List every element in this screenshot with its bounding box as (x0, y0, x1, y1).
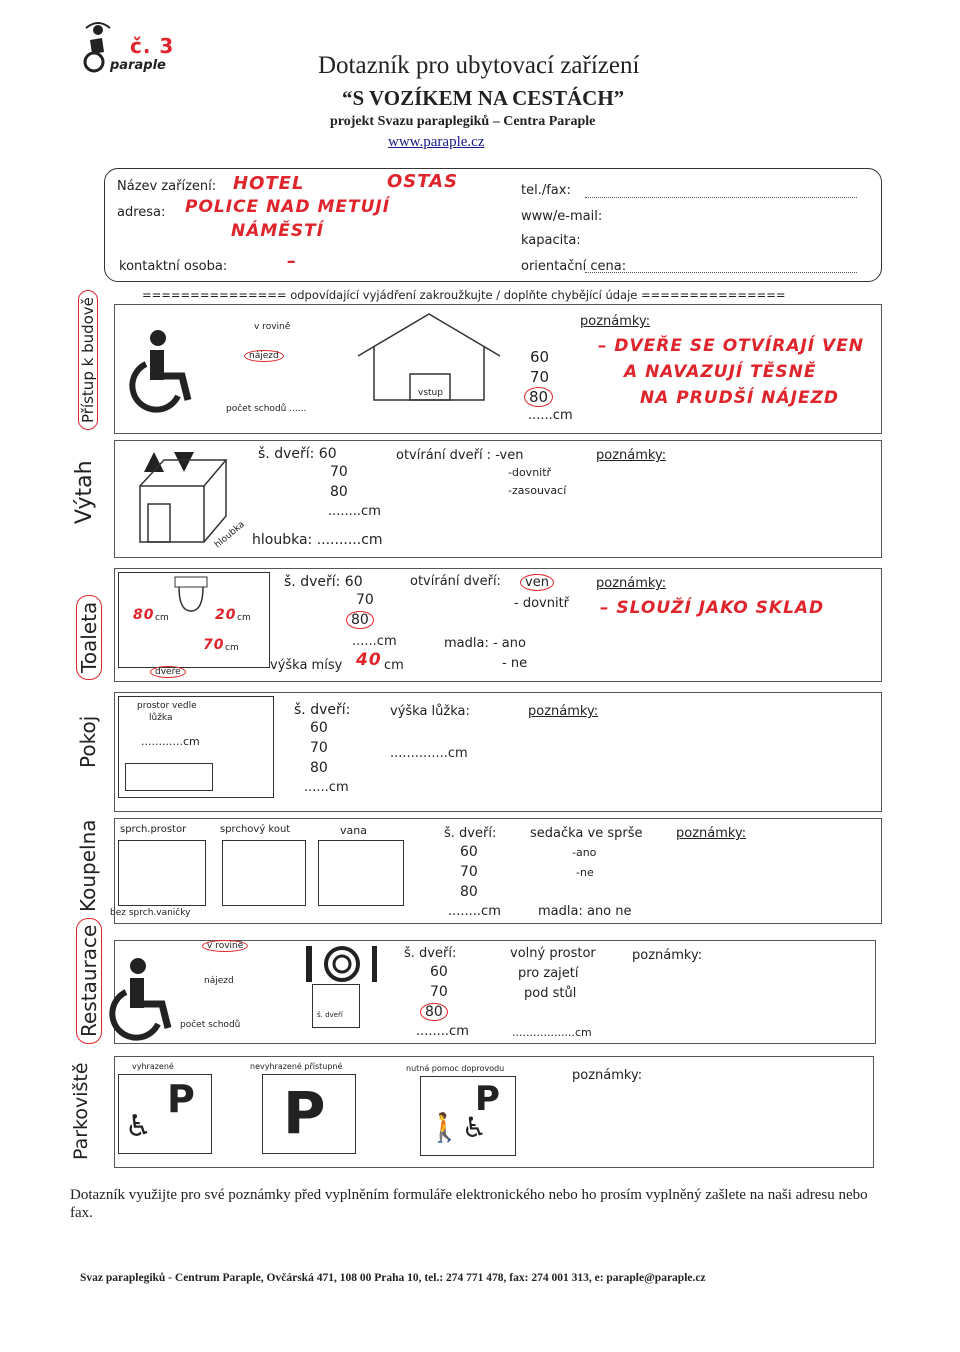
elevator-width-70: 70 (330, 464, 348, 480)
bathroom-grab-label: madla: ano ne (538, 904, 632, 919)
elevator-notes-label: poznámky: (596, 448, 667, 463)
toilet-grab-label: madla: - ano (444, 636, 526, 651)
room-notes-label: poznámky: (528, 704, 599, 719)
entrance-level: v rovině (254, 322, 291, 332)
parking-label: Parkoviště (70, 1062, 92, 1160)
room-width-70: 70 (310, 740, 328, 756)
contact-value: – (287, 251, 297, 272)
toilet-opening-out: ven (520, 574, 554, 591)
parking-notes-label: poznámky: (572, 1068, 643, 1083)
address-label: adresa: (117, 205, 166, 220)
restaurant-width-60: 60 (430, 964, 448, 980)
footer-note: Dotazník využijte pro své poznámky před vyplněním formuláře elektronického nebo ho prosím vyplněný zašlete na naši adresu nebo fax. (70, 1187, 868, 1221)
facility-box (104, 168, 882, 282)
toilet-door-tag: dveře (150, 666, 186, 678)
name-label: Název zařízení: (117, 179, 217, 194)
entrance-width-80: 80 (524, 387, 553, 407)
page-subtitle: “S VOZÍKEM NA CESTÁCH” (342, 86, 625, 110)
room-width-80: 80 (310, 760, 328, 776)
elevator-cm: ........cm (328, 504, 381, 519)
price-label: orientační cena: (521, 259, 627, 274)
elevator-door-label: š. dveří: 60 (258, 446, 337, 462)
entrance-width-60: 60 (530, 348, 550, 366)
parking-unreserved-label: nevyhrazené přístupné (250, 1062, 343, 1071)
toilet-cm: ......cm (352, 634, 397, 649)
room-diagram (118, 696, 274, 798)
wheelchair-icon (130, 330, 200, 410)
shower-box-icon (222, 840, 306, 906)
restaurant-space-cm: ..................cm (512, 1026, 592, 1039)
parking-assist-label: nutná pomoc doprovodu (406, 1064, 505, 1073)
elevator-depth-label: hloubka: ..........cm (252, 532, 383, 548)
toilet-left-unit: cm (155, 613, 169, 623)
room-space-cm: ............cm (141, 735, 200, 748)
shower-seat-no: -ne (576, 866, 594, 879)
name-value: HOTEL (233, 173, 305, 194)
room-label: Pokoj (76, 715, 100, 768)
room-space-label-2: lůžka (149, 713, 173, 723)
restaurant-ramp: nájezd (204, 976, 234, 986)
parking-assist-icon: P 🚶♿ (420, 1076, 516, 1156)
restaurant-door-tag: š. dveří (317, 1011, 343, 1019)
instruction-line: =============== odpovídající vyjádření zakroužkujte / doplňte chybějící údaje =============== (142, 288, 786, 302)
bathroom-door-label: š. dveří: (444, 826, 497, 841)
toilet-width-70: 70 (356, 592, 374, 608)
toilet-seat-unit: cm (384, 658, 404, 673)
elevator-opening-in: -dovnitř (508, 466, 552, 479)
website-link[interactable]: www.paraple.cz (388, 134, 485, 150)
toilet-opening-in: - dovnitř (514, 596, 570, 611)
toilet-note: – SLOUŽÍ JAKO SKLAD (600, 598, 825, 618)
shower-space-icon (118, 840, 206, 906)
toilet-front-unit: cm (225, 643, 239, 653)
shower-seat-label: sedačka ve sprše (530, 826, 643, 841)
shower-space-label: sprch.prostor (120, 824, 187, 835)
restaurant-wheelchair-icon (110, 958, 180, 1038)
toilet-seat-height: 40 (356, 650, 382, 670)
elevator-depth-diagram-label: hloubka (212, 519, 247, 551)
entrance-notes-label: poznámky: (580, 314, 651, 329)
entrance-steps: počet schodů ...... (226, 404, 307, 414)
entrance-note-3: NA PRUDŠÍ NÁJEZD (640, 388, 840, 408)
toilet-diagram (118, 572, 270, 668)
room-width-60: 60 (310, 720, 328, 736)
toilet-front-gap: 70 (203, 637, 225, 653)
restaurant-notes-label: poznámky: (632, 948, 703, 963)
address-value: POLICE NAD METUJÍ (185, 197, 391, 217)
logo-annotation: č. 3 (130, 34, 175, 58)
footer-address: Svaz paraplegiků - Centrum Paraple, Ovčárská 471, 108 00 Praha 10, tel.: 274 771 478, fax: 274 001 313, e: paraple@paraple.cz (80, 1272, 706, 1284)
toilet-notes-label: poznámky: (596, 576, 667, 591)
toilet-grab-no: - ne (502, 656, 528, 671)
entrance-note-1: – DVEŘE SE OTVÍRAJÍ VEN (598, 336, 865, 356)
no-tray-label: bez sprch.vaničky (110, 908, 191, 918)
logo (78, 22, 188, 82)
elevator-opening-slide: -zasouvací (508, 484, 567, 497)
room-door-label: š. dveří: (294, 702, 351, 718)
bathroom-cm: ........cm (448, 904, 501, 919)
bath-label: vana (340, 824, 367, 837)
room-space-label-1: prostor vedle (137, 701, 197, 711)
toilet-seat-height-label: výška mísy (270, 658, 343, 673)
bathroom-width-70: 70 (460, 864, 478, 880)
restaurant-label: Restaurace (76, 918, 102, 1044)
toilet-right-gap: 20 (215, 607, 237, 623)
entrance-cm: ......cm (528, 408, 573, 423)
page-title: Dotazník pro ubytovací zařízení (318, 52, 640, 79)
logo-text: paraple (110, 58, 166, 73)
bathroom-label: Koupelna (76, 819, 100, 912)
toilet-width-80: 80 (346, 611, 374, 629)
toilet-opening-label: otvírání dveří: (410, 574, 501, 589)
entrance-width-70: 70 (530, 368, 550, 386)
entrance-label: Přístup k budově (78, 290, 98, 430)
bed-icon (125, 763, 213, 791)
shower-box-label: sprchový kout (220, 824, 291, 835)
room-cm: ......cm (304, 780, 349, 795)
toilet-right-unit: cm (237, 613, 251, 623)
restaurant-width-70: 70 (430, 984, 448, 1000)
restaurant-cm: ........cm (416, 1024, 469, 1039)
toilet-left-gap: 80 (133, 607, 155, 623)
room-bed-cm: ..............cm (390, 746, 468, 761)
web-label: www/e-mail: (521, 209, 603, 224)
toilet-label: Toaleta (76, 595, 102, 680)
entrance-door-label: vstup (418, 388, 443, 398)
contact-label: kontaktní osoba: (119, 259, 228, 274)
bathroom-width-80: 80 (460, 884, 478, 900)
restaurant-level: v rovině (202, 940, 248, 952)
bathroom-notes-label: poznámky: (676, 826, 747, 841)
elevator-opening-label: otvírání dveří : -ven (396, 448, 524, 463)
shower-seat-yes: -ano (572, 846, 597, 859)
bathtub-icon (318, 840, 404, 906)
restaurant-space-label-2: pro zajetí (518, 966, 579, 981)
restaurant-width-80: 80 (420, 1003, 448, 1021)
entrance-note-2: A NAVAZUJÍ TĚSNĚ (624, 362, 817, 382)
room-bed-height-label: výška lůžka: (390, 704, 470, 719)
dotted-lines (585, 197, 857, 273)
project-line: projekt Svazu paraplegiků – Centra Paraple (330, 114, 596, 129)
elevator-width-80: 80 (330, 484, 348, 500)
restaurant-space-label-3: pod stůl (524, 986, 577, 1001)
name-value-2: OSTAS (387, 171, 459, 192)
parking-reserved-icon: P ♿ (118, 1074, 212, 1154)
parking-unreserved-icon: P (262, 1074, 356, 1154)
restaurant-door-icon (312, 984, 360, 1028)
capacity-label: kapacita: (521, 233, 581, 248)
restaurant-door-label: š. dveří: (404, 946, 457, 961)
entrance-ramp: nájezd (244, 350, 284, 362)
cutlery-plate-icon (300, 946, 390, 986)
tel-label: tel./fax: (521, 183, 571, 198)
restaurant-space-label-1: volný prostor (510, 946, 596, 961)
parking-reserved-label: vyhrazené (132, 1062, 174, 1071)
restaurant-steps: počet schodů (180, 1020, 241, 1030)
address-value-2: NÁMĚSTÍ (231, 221, 325, 241)
bathroom-width-60: 60 (460, 844, 478, 860)
toilet-bowl-icon (171, 577, 211, 617)
elevator-label: Výtah (72, 460, 97, 524)
toilet-door-label: š. dveří: 60 (284, 574, 363, 590)
